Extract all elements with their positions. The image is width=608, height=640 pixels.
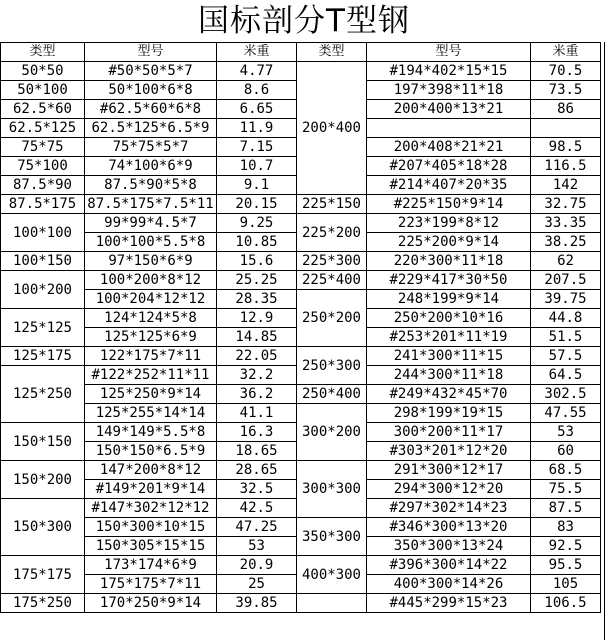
weight-cell: 92.5 xyxy=(531,537,601,556)
page-title: 国标剖分T型钢 xyxy=(198,3,410,39)
model-cell: #229*417*30*50 xyxy=(367,271,531,290)
model-cell: 124*124*5*8 xyxy=(85,309,217,328)
model-cell: 291*300*12*17 xyxy=(367,461,531,480)
model-cell: 200*400*13*21 xyxy=(367,100,531,119)
weight-cell: 14.85 xyxy=(217,328,297,347)
model-cell: #214*407*20*35 xyxy=(367,176,531,195)
type-cell: 225*150 xyxy=(297,195,367,214)
type-cell: 175*250 xyxy=(1,594,85,613)
model-cell: 100*100*5.5*8 xyxy=(85,233,217,252)
weight-cell: 64.5 xyxy=(531,366,601,385)
model-cell: 250*200*10*16 xyxy=(367,309,531,328)
weight-cell: 142 xyxy=(531,176,601,195)
model-cell: 87.5*175*7.5*11 xyxy=(85,195,217,214)
table-row xyxy=(1,385,601,404)
table-row xyxy=(1,271,601,290)
type-cell: 150*200 xyxy=(1,461,85,499)
header-cell: 米重 xyxy=(217,43,297,62)
model-cell: 223*199*8*12 xyxy=(367,214,531,233)
weight-cell: 9.1 xyxy=(217,176,297,195)
model-cell: 350*300*13*24 xyxy=(367,537,531,556)
weight-cell: 70.5 xyxy=(531,62,601,81)
weight-cell: 25.25 xyxy=(217,271,297,290)
type-cell: 150*300 xyxy=(1,499,85,556)
weight-cell: 106.5 xyxy=(531,594,601,613)
weight-cell: 83 xyxy=(531,518,601,537)
weight-cell: 28.65 xyxy=(217,461,297,480)
type-cell: 75*100 xyxy=(1,157,85,176)
weight-cell: 10.85 xyxy=(217,233,297,252)
model-cell: 175*175*7*11 xyxy=(85,575,217,594)
model-cell: 173*174*6*9 xyxy=(85,556,217,575)
type-cell: 87.5*90 xyxy=(1,176,85,195)
weight-cell: 42.5 xyxy=(217,499,297,518)
type-cell: 125*250 xyxy=(1,366,85,423)
model-cell: 150*150*6.5*9 xyxy=(85,442,217,461)
weight-cell: 60 xyxy=(531,442,601,461)
model-cell: #303*201*12*20 xyxy=(367,442,531,461)
type-cell: 75*75 xyxy=(1,138,85,157)
model-cell: 75*75*5*7 xyxy=(85,138,217,157)
table-row xyxy=(1,62,601,81)
weight-cell: 18.65 xyxy=(217,442,297,461)
weight-cell: 38.25 xyxy=(531,233,601,252)
type-cell: 100*200 xyxy=(1,271,85,309)
model-cell: 225*200*9*14 xyxy=(367,233,531,252)
type-cell: 250*200 xyxy=(297,290,367,347)
weight-cell: 75.5 xyxy=(531,480,601,499)
weight-cell: 12.9 xyxy=(217,309,297,328)
model-cell: #147*302*12*12 xyxy=(85,499,217,518)
model-cell: 197*398*11*18 xyxy=(367,81,531,100)
model-cell: 244*300*11*18 xyxy=(367,366,531,385)
spec-table-body xyxy=(1,43,601,613)
spec-table xyxy=(0,42,601,613)
model-cell: #207*405*18*28 xyxy=(367,157,531,176)
model-cell: #253*201*11*19 xyxy=(367,328,531,347)
model-cell xyxy=(367,119,531,138)
model-cell: #346*300*13*20 xyxy=(367,518,531,537)
weight-cell: 39.85 xyxy=(217,594,297,613)
type-cell: 125*175 xyxy=(1,347,85,366)
weight-cell: 47.55 xyxy=(531,404,601,423)
weight-cell: 32.75 xyxy=(531,195,601,214)
model-cell: 62.5*125*6.5*9 xyxy=(85,119,217,138)
type-cell: 62.5*60 xyxy=(1,100,85,119)
type-cell: 50*100 xyxy=(1,81,85,100)
type-cell: 175*175 xyxy=(1,556,85,594)
model-cell: 125*255*14*14 xyxy=(85,404,217,423)
table-row xyxy=(1,290,601,309)
weight-cell: 57.5 xyxy=(531,347,601,366)
model-cell: #50*50*5*7 xyxy=(85,62,217,81)
weight-cell: 36.2 xyxy=(217,385,297,404)
table-row xyxy=(1,518,601,537)
weight-cell: 44.8 xyxy=(531,309,601,328)
weight-cell: 28.35 xyxy=(217,290,297,309)
weight-cell xyxy=(531,119,601,138)
type-cell: 300*200 xyxy=(297,404,367,461)
type-cell: 50*50 xyxy=(1,62,85,81)
type-cell: 250*300 xyxy=(297,347,367,385)
model-cell: 298*199*19*15 xyxy=(367,404,531,423)
sheet-edge-line xyxy=(604,42,605,640)
model-cell: 400*300*14*26 xyxy=(367,575,531,594)
weight-cell: 98.5 xyxy=(531,138,601,157)
model-cell: #225*150*9*14 xyxy=(367,195,531,214)
type-cell: 250*400 xyxy=(297,385,367,404)
weight-cell: 4.77 xyxy=(217,62,297,81)
type-cell: 150*150 xyxy=(1,423,85,461)
model-cell: #149*201*9*14 xyxy=(85,480,217,499)
weight-cell: 87.5 xyxy=(531,499,601,518)
header-row xyxy=(1,43,601,62)
model-cell: 200*408*21*21 xyxy=(367,138,531,157)
weight-cell: 7.15 xyxy=(217,138,297,157)
model-cell: 300*200*11*17 xyxy=(367,423,531,442)
model-cell: #396*300*14*22 xyxy=(367,556,531,575)
type-cell: 100*100 xyxy=(1,214,85,252)
weight-cell: 10.7 xyxy=(217,157,297,176)
table-row xyxy=(1,594,601,613)
weight-cell: 15.6 xyxy=(217,252,297,271)
weight-cell: 95.5 xyxy=(531,556,601,575)
header-cell: 型号 xyxy=(367,43,531,62)
table-row xyxy=(1,461,601,480)
weight-cell: 32.5 xyxy=(217,480,297,499)
weight-cell: 116.5 xyxy=(531,157,601,176)
weight-cell: 207.5 xyxy=(531,271,601,290)
type-cell: 225*300 xyxy=(297,252,367,271)
weight-cell: 68.5 xyxy=(531,461,601,480)
type-cell: 200*400 xyxy=(297,62,367,195)
model-cell: 122*175*7*11 xyxy=(85,347,217,366)
model-cell: 100*204*12*12 xyxy=(85,290,217,309)
model-cell: 100*200*8*12 xyxy=(85,271,217,290)
weight-cell: 53 xyxy=(531,423,601,442)
model-cell: 74*100*6*9 xyxy=(85,157,217,176)
model-cell: 220*300*11*18 xyxy=(367,252,531,271)
table-row xyxy=(1,214,601,233)
weight-cell: 302.5 xyxy=(531,385,601,404)
weight-cell: 105 xyxy=(531,575,601,594)
weight-cell: 73.5 xyxy=(531,81,601,100)
header-cell: 型号 xyxy=(85,43,217,62)
weight-cell: 22.05 xyxy=(217,347,297,366)
weight-cell: 32.2 xyxy=(217,366,297,385)
type-cell: 87.5*175 xyxy=(1,195,85,214)
model-cell: 87.5*90*5*8 xyxy=(85,176,217,195)
model-cell: 241*300*11*15 xyxy=(367,347,531,366)
weight-cell: 62 xyxy=(531,252,601,271)
model-cell: 149*149*5.5*8 xyxy=(85,423,217,442)
table-row xyxy=(1,556,601,575)
model-cell: 170*250*9*14 xyxy=(85,594,217,613)
type-cell: 100*150 xyxy=(1,252,85,271)
model-cell: #122*252*11*11 xyxy=(85,366,217,385)
type-cell: 225*200 xyxy=(297,214,367,252)
model-cell: 50*100*6*8 xyxy=(85,81,217,100)
table-row xyxy=(1,347,601,366)
model-cell: 150*305*15*15 xyxy=(85,537,217,556)
weight-cell: 86 xyxy=(531,100,601,119)
weight-cell: 47.25 xyxy=(217,518,297,537)
model-cell: 125*250*9*14 xyxy=(85,385,217,404)
type-cell: 400*300 xyxy=(297,556,367,594)
model-cell: 147*200*8*12 xyxy=(85,461,217,480)
weight-cell: 51.5 xyxy=(531,328,601,347)
model-cell: #194*402*15*15 xyxy=(367,62,531,81)
type-cell: 300*300 xyxy=(297,461,367,518)
weight-cell: 9.25 xyxy=(217,214,297,233)
table-row xyxy=(1,404,601,423)
model-cell: #62.5*60*6*8 xyxy=(85,100,217,119)
model-cell: 294*300*12*20 xyxy=(367,480,531,499)
weight-cell: 11.9 xyxy=(217,119,297,138)
header-cell: 米重 xyxy=(531,43,601,62)
weight-cell: 25 xyxy=(217,575,297,594)
table-row xyxy=(1,252,601,271)
weight-cell: 20.15 xyxy=(217,195,297,214)
model-cell: 99*99*4.5*7 xyxy=(85,214,217,233)
model-cell: #297*302*14*23 xyxy=(367,499,531,518)
model-cell: #249*432*45*70 xyxy=(367,385,531,404)
model-cell: 150*300*10*15 xyxy=(85,518,217,537)
type-cell: 350*300 xyxy=(297,518,367,556)
weight-cell: 33.35 xyxy=(531,214,601,233)
weight-cell: 20.9 xyxy=(217,556,297,575)
type-cell: 62.5*125 xyxy=(1,119,85,138)
type-cell: 225*400 xyxy=(297,271,367,290)
model-cell: 248*199*9*14 xyxy=(367,290,531,309)
type-cell xyxy=(297,594,367,613)
model-cell: 97*150*6*9 xyxy=(85,252,217,271)
model-cell: #445*299*15*23 xyxy=(367,594,531,613)
header-cell: 类型 xyxy=(297,43,367,62)
weight-cell: 6.65 xyxy=(217,100,297,119)
weight-cell: 41.1 xyxy=(217,404,297,423)
weight-cell: 16.3 xyxy=(217,423,297,442)
type-cell: 125*125 xyxy=(1,309,85,347)
header-cell: 类型 xyxy=(1,43,85,62)
model-cell: 125*125*6*9 xyxy=(85,328,217,347)
table-row xyxy=(1,195,601,214)
weight-cell: 53 xyxy=(217,537,297,556)
weight-cell: 39.75 xyxy=(531,290,601,309)
weight-cell: 8.6 xyxy=(217,81,297,100)
